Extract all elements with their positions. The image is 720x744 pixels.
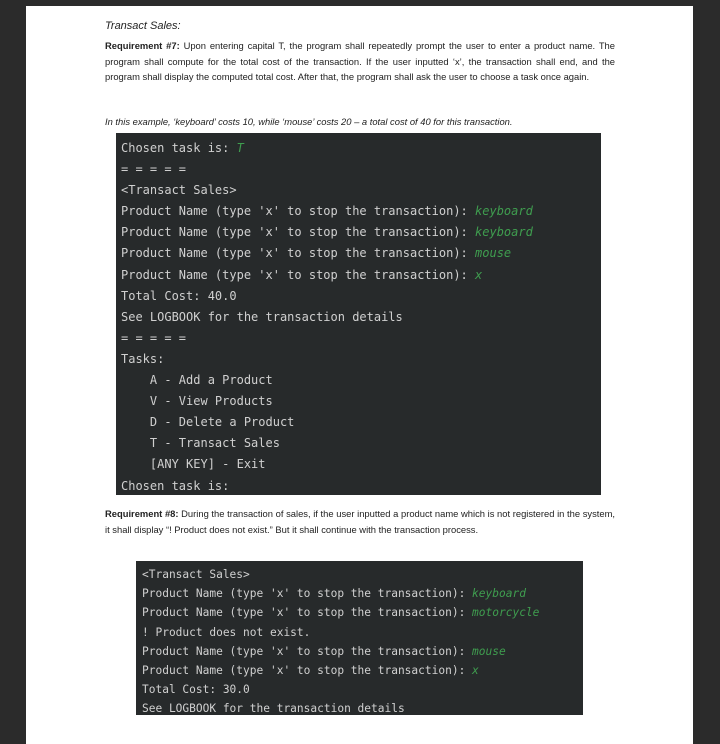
terminal-line: <Transact Sales>	[142, 568, 250, 581]
terminal-line: ! Product does not exist.	[142, 625, 311, 639]
terminal-line: Product Name (type 'x' to stop the transaction): x	[142, 663, 479, 677]
terminal-line: Product Name (type 'x' to stop the transaction): keyboard	[142, 587, 526, 601]
requirement-8	[105, 506, 615, 537]
user-input: x	[475, 267, 483, 282]
user-input: keyboard	[472, 587, 526, 601]
terminal-line: Product Name (type 'x' to stop the transaction): x	[121, 267, 483, 282]
terminal-line: See LOGBOOK for the transaction details	[142, 702, 405, 716]
section-heading: Transact Sales:	[105, 20, 181, 32]
user-input: mouse	[475, 246, 512, 261]
terminal-line: Chosen task is: T	[121, 141, 244, 155]
terminal-line: Product Name (type 'x' to stop the transaction): mouse	[142, 644, 506, 658]
terminal-line: = = = = =	[121, 330, 187, 345]
terminal-line: Chosen task is:	[121, 478, 230, 493]
user-input: motorcycle	[472, 606, 540, 620]
terminal-line: A - Add a Product	[121, 373, 273, 388]
terminal-line: Total Cost: 40.0	[121, 288, 237, 303]
terminal-line: Product Name (type 'x' to stop the transaction): keyboard	[121, 225, 533, 240]
user-input: keyboard	[475, 204, 533, 219]
terminal-line: T - Transact Sales	[121, 436, 280, 451]
terminal-line: Product Name (type 'x' to stop the transaction): mouse	[121, 246, 512, 261]
requirement-7	[105, 38, 615, 85]
terminal-line: Product Name (type 'x' to stop the transaction): keyboard	[121, 204, 533, 219]
user-input: T	[236, 141, 244, 155]
requirement-8-text: During the transaction of sales, if the user inputted a product name which is not registered in the system, it shall display “! Product does not exist.” But it shall continue with the transaction process.	[105, 508, 615, 535]
user-input: mouse	[472, 644, 506, 658]
terminal-line: Total Cost: 30.0	[142, 683, 250, 697]
requirement-8-label: Requirement #8:	[105, 508, 179, 519]
terminal-output-1	[116, 133, 601, 495]
requirement-7-label: Requirement #7:	[105, 40, 180, 51]
terminal-line: Tasks:	[121, 351, 165, 366]
user-input: keyboard	[475, 225, 533, 240]
document-page	[26, 6, 693, 744]
user-input: x	[472, 663, 479, 677]
terminal-line: D - Delete a Product	[121, 415, 295, 430]
terminal-output-2	[136, 561, 583, 715]
terminal-line: <Transact Sales>	[121, 183, 237, 198]
terminal-line: [ANY KEY] - Exit	[121, 457, 266, 472]
terminal-line: V - View Products	[121, 394, 273, 409]
example-note: In this example, ‘keyboard’ costs 10, while ‘mouse’ costs 20 – a total cost of 40 for this transaction.	[105, 116, 513, 127]
terminal-line: = = = = =	[121, 162, 187, 177]
terminal-line: Product Name (type 'x' to stop the transaction): motorcycle	[142, 606, 540, 620]
requirement-7-text: Upon entering capital T, the program shall repeatedly prompt the user to enter a product name. The program shall compute for the total cost of the transaction. If the user inputted ‘x’, the transaction shall end, and the program shall display the computed total cost. After that, the program shall ask the user to choose a task once again.	[105, 40, 615, 82]
terminal-line: See LOGBOOK for the transaction details	[121, 309, 403, 324]
